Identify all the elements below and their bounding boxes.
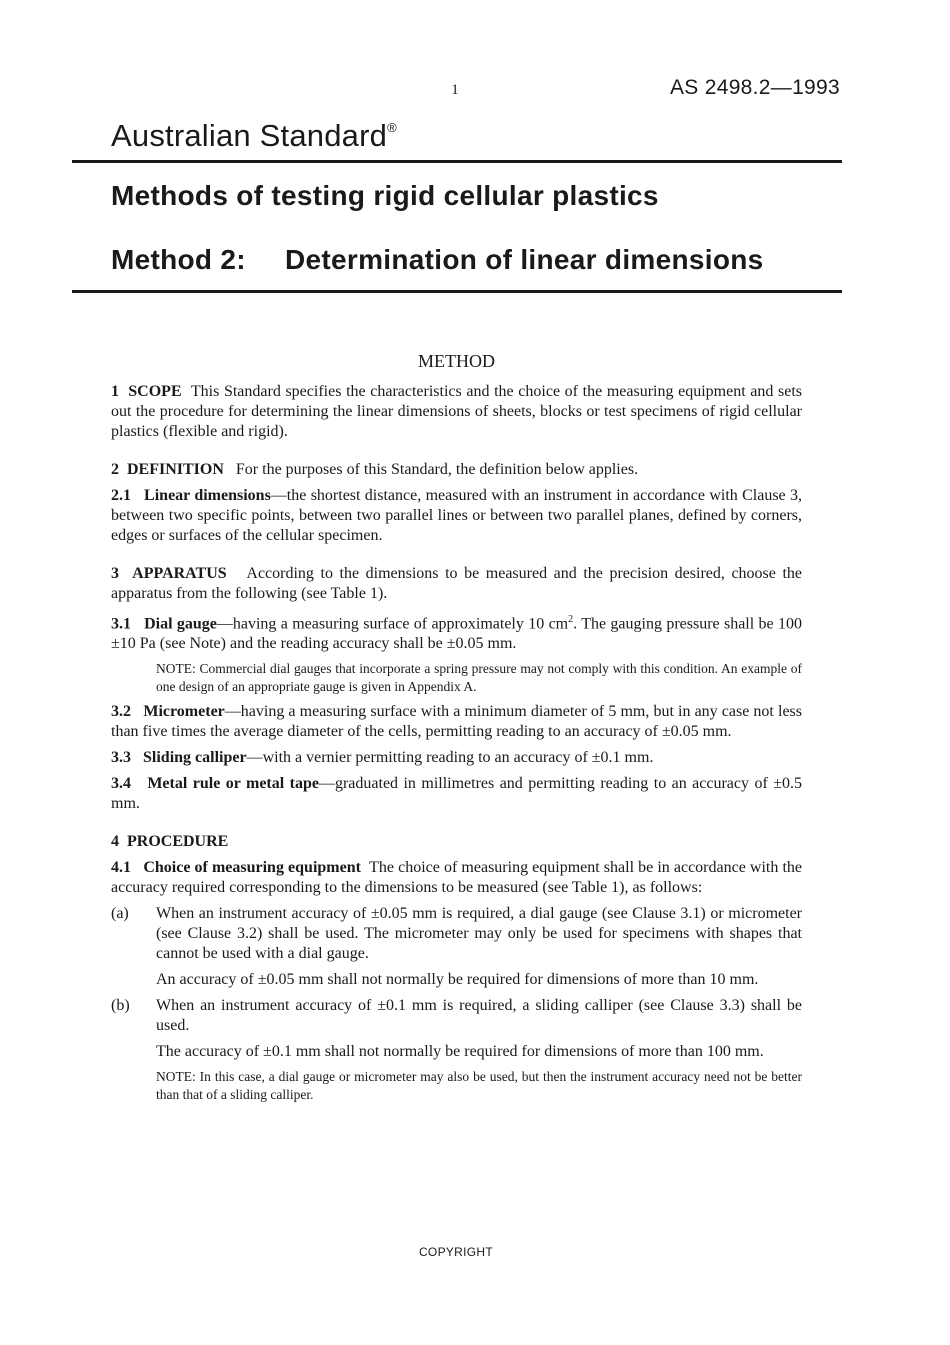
clause-3-3 bbox=[111, 748, 802, 768]
clause-3-1-term: Dial gauge bbox=[144, 615, 217, 633]
clause-3-4-number: 3.4 bbox=[111, 775, 131, 793]
list-item-b bbox=[111, 996, 802, 1036]
copyright-footer: COPYRIGHT bbox=[418, 1245, 494, 1259]
clause-3-heading: APPARATUS bbox=[132, 565, 227, 582]
clause-3-2-term: Micrometer bbox=[143, 703, 225, 721]
standard-brand bbox=[111, 118, 397, 154]
clause-3-4-term: Metal rule or metal tape bbox=[147, 775, 319, 793]
clause-4-1-text: The choice of measuring equipment shall be in accordance with the accuracy required corresponding to the dimensions to be measured (see Table 1), as follows: bbox=[111, 859, 803, 897]
clause-3-1-superscript: 2 bbox=[568, 614, 574, 625]
clause-1-heading: SCOPE bbox=[128, 383, 182, 400]
list-item-b-marker: (b) bbox=[111, 997, 130, 1015]
clause-3-1-text-a: —having a measuring surface of approximately 10 cm bbox=[216, 615, 569, 633]
clause-4-procedure bbox=[111, 832, 802, 852]
method-label: Method 2: bbox=[111, 244, 246, 275]
title-rule-bottom bbox=[72, 290, 842, 293]
clause-4-number: 4 bbox=[111, 833, 119, 851]
clause-3-2 bbox=[111, 702, 802, 742]
clause-4-1-number: 4.1 bbox=[111, 859, 131, 877]
clause-4-1 bbox=[111, 858, 802, 898]
method-name: Determination of linear dimensions bbox=[285, 244, 764, 275]
clause-2-1-number: 2.1 bbox=[111, 487, 131, 504]
clause-2-definition bbox=[111, 460, 802, 480]
clause-2-text: For the purposes of this Standard, the definition below applies. bbox=[235, 461, 639, 478]
clause-3-3-number: 3.3 bbox=[111, 749, 131, 767]
clause-3-1-text-b: . The gauging pressure shall be 100 ±10 Pa (see Note) and the reading accuracy shall be ±0.05 mm. bbox=[111, 615, 803, 653]
clause-4-1-term: Choice of measuring equipment bbox=[143, 859, 361, 877]
list-item-b-text: When an instrument accuracy of ±0.1 mm is required, a sliding calliper (see Clause 3.3) shall be used. bbox=[156, 997, 802, 1035]
clause-3-1-number: 3.1 bbox=[111, 615, 131, 633]
clause-1-scope bbox=[111, 382, 802, 442]
list-item-a-extra: An accuracy of ±0.05 mm shall not normally be required for dimensions of more than 10 mm. bbox=[156, 971, 759, 989]
clause-3-2-number: 3.2 bbox=[111, 703, 131, 721]
clause-3-number: 3 bbox=[111, 565, 119, 582]
list-item-a-text: When an instrument accuracy of ±0.05 mm is required, a dial gauge (see Clause 3.1) or micrometer (see Clause 3.2) shall be used. The micrometer may only be used for specimens with shapes that cannot be used with a dial gauge. bbox=[156, 905, 802, 963]
clause-3-4 bbox=[111, 774, 802, 814]
section-heading: METHOD bbox=[418, 351, 495, 371]
document-body bbox=[111, 350, 802, 1108]
clause-3-4-text: —graduated in millimetres and permitting reading to an accuracy of ±0.5 mm. bbox=[111, 775, 803, 813]
document-title: Methods of testing rigid cellular plastics bbox=[111, 180, 659, 211]
page-number: 1 bbox=[451, 82, 459, 98]
clause-4-heading: PROCEDURE bbox=[127, 833, 229, 851]
title-rule-top bbox=[72, 160, 842, 163]
clause-3-1-note: NOTE: Commercial dial gauges that incorporate a spring pressure may not comply with this condition. An example of one design of an appropriate gauge is given in Appendix A. bbox=[156, 661, 802, 695]
brand-name: Australian Standard bbox=[111, 118, 388, 153]
list-item-a bbox=[111, 904, 802, 964]
clause-1-number: 1 bbox=[111, 383, 119, 400]
registered-mark: ® bbox=[387, 120, 397, 135]
clause-2-heading: DEFINITION bbox=[127, 461, 224, 478]
clause-3-apparatus bbox=[111, 564, 802, 604]
clause-1-text: This Standard specifies the characteristics and the choice of the measuring equipment and sets out the procedure for determining the linear dimensions of sheets, blocks or test specimens of rigid cellular plastics (flexible and rigid). bbox=[111, 383, 803, 440]
clause-3-3-text: —with a vernier permitting reading to an accuracy of ±0.1 mm. bbox=[246, 749, 654, 767]
clause-3-1 bbox=[111, 610, 802, 654]
clause-3-2-text: —having a measuring surface with a minimum diameter of 5 mm, but in any case not less than five times the average diameter of the cells, permitting reading to an accuracy of ±0.05 mm. bbox=[111, 703, 802, 741]
clause-3-3-term: Sliding calliper bbox=[143, 749, 247, 767]
clause-2-1-term: Linear dimensions bbox=[144, 487, 271, 504]
clause-2-number: 2 bbox=[111, 461, 119, 478]
clause-3-text: According to the dimensions to be measured and the precision desired, choose the apparatus from the following (see Table 1). bbox=[111, 565, 803, 602]
list-item-b-extra: The accuracy of ±0.1 mm shall not normally be required for dimensions of more than 100 mm. bbox=[156, 1043, 764, 1061]
clause-2-1-text: —the shortest distance, measured with an instrument in accordance with Clause 3, between two specific points, between two parallel lines or between two parallel planes, defined by corners, edges or surfaces of the cellular specimen. bbox=[111, 487, 803, 544]
list-item-b-note: NOTE: In this case, a dial gauge or micrometer may also be used, but then the instrument accuracy need not be better than that of a sliding calliper. bbox=[156, 1069, 802, 1103]
method-title bbox=[111, 244, 764, 276]
standard-code: AS 2498.2—1993 bbox=[670, 76, 840, 99]
list-item-a-marker: (a) bbox=[111, 905, 129, 923]
clause-2-1 bbox=[111, 486, 802, 546]
